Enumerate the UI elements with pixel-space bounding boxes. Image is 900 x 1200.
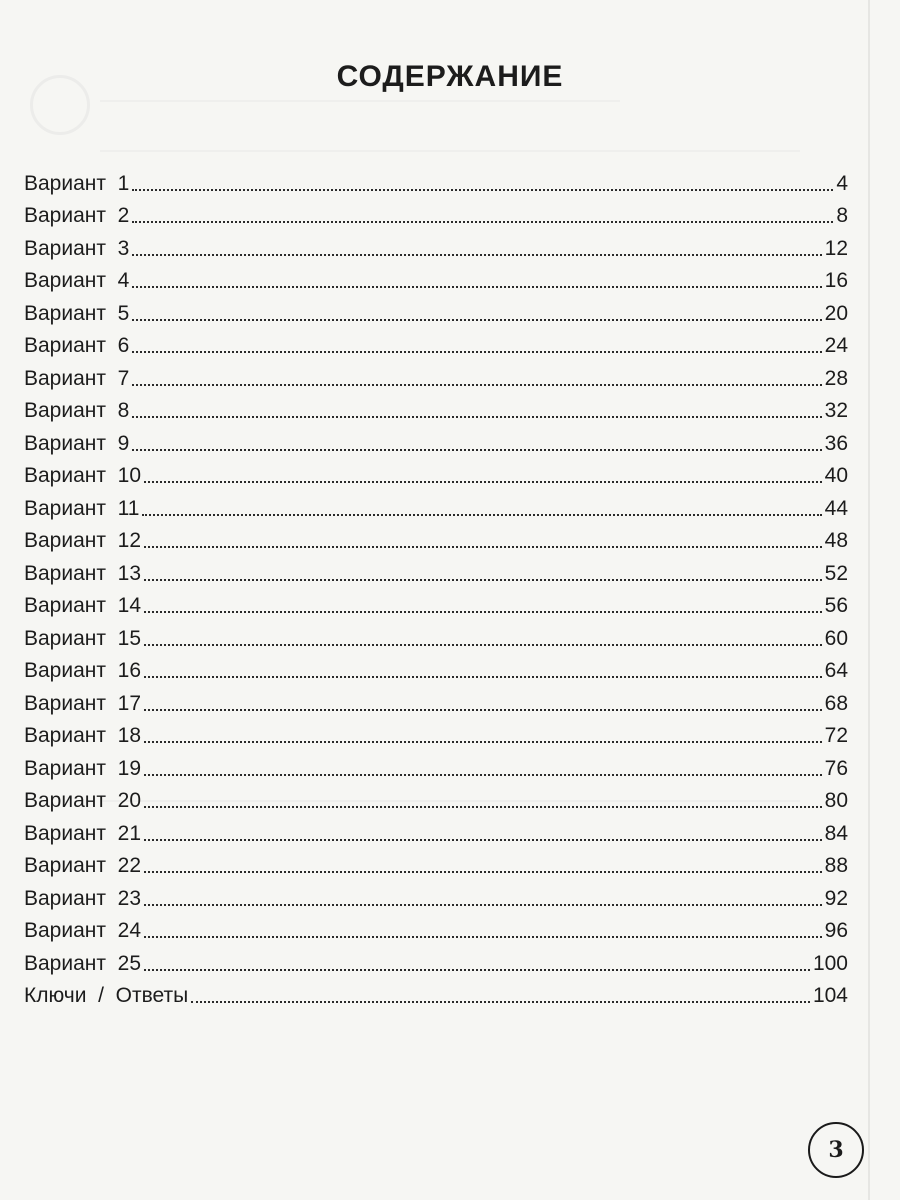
- toc-entry: [24, 232, 848, 265]
- toc-entry: [24, 167, 848, 200]
- toc-entry: [24, 622, 848, 655]
- toc-entry-label: Вариант 25: [24, 951, 142, 975]
- dot-leader: [144, 968, 810, 971]
- toc-entry-page: 56: [824, 594, 848, 617]
- toc-entry-page: 48: [824, 529, 848, 552]
- toc-entry-label: Вариант 24: [24, 919, 142, 942]
- toc-entry: [24, 590, 848, 623]
- dot-leader: [142, 513, 821, 516]
- toc-entry-label: Вариант 11: [24, 496, 140, 520]
- toc-entry-page: 104: [812, 984, 848, 1007]
- toc-entry-page: 84: [824, 821, 848, 845]
- toc-entry-label: Вариант 14: [24, 594, 142, 617]
- toc-entry-label: Вариант 13: [24, 561, 142, 585]
- dot-leader: [132, 383, 821, 386]
- toc-entry-label: Вариант 3: [24, 236, 130, 260]
- dot-leader: [144, 838, 822, 841]
- toc-entry-page: 52: [824, 561, 848, 585]
- toc-entry-label: Вариант 2: [24, 204, 130, 227]
- toc-entry: [24, 882, 848, 915]
- toc-entry: [24, 525, 848, 558]
- toc-entry-page: 8: [836, 204, 848, 227]
- dot-leader: [144, 773, 822, 776]
- toc-entry-page: 12: [824, 236, 848, 260]
- toc-entry-page: 40: [824, 464, 848, 487]
- dot-leader: [144, 935, 822, 938]
- dot-leader: [132, 318, 821, 321]
- toc-entry: [24, 200, 848, 233]
- toc-entry: [24, 980, 848, 1013]
- page-title: СОДЕРЖАНИЕ: [336, 60, 564, 93]
- page-edge: [868, 0, 900, 1200]
- toc-entry-label: Вариант 8: [24, 399, 130, 422]
- dot-leader: [132, 415, 821, 418]
- toc-entry-label: Вариант 7: [24, 366, 130, 390]
- toc-entry: [24, 817, 848, 850]
- toc-entry-label: Ключи / Ответы: [24, 984, 189, 1007]
- toc-entry-label: Вариант 1: [24, 171, 130, 195]
- toc-entry-page: 92: [824, 886, 848, 910]
- toc-entry-label: Вариант 21: [24, 821, 142, 845]
- toc-entry-page: 36: [824, 431, 848, 455]
- toc-entry-page: 28: [824, 366, 848, 390]
- toc-entry-label: Вариант 10: [24, 464, 142, 487]
- toc-entry: [24, 752, 848, 785]
- toc-entry-page: 24: [824, 334, 848, 357]
- toc-entry-page: 100: [812, 951, 848, 975]
- toc-entry-page: 72: [824, 724, 848, 747]
- toc-entry: [24, 785, 848, 818]
- toc-entry: [24, 687, 848, 720]
- toc-entry-page: 96: [824, 919, 848, 942]
- page-number-badge: 3: [808, 1122, 864, 1178]
- bleed-through-line: [100, 100, 620, 102]
- dot-leader: [132, 253, 821, 256]
- toc-entry: [24, 362, 848, 395]
- toc-entry: [24, 330, 848, 363]
- dot-leader: [144, 610, 822, 613]
- dot-leader: [144, 643, 822, 646]
- toc-entry-label: Вариант 5: [24, 301, 130, 325]
- dot-leader: [144, 870, 822, 873]
- dot-leader: [144, 480, 822, 483]
- dot-leader: [132, 285, 821, 288]
- toc-entry-label: Вариант 6: [24, 334, 130, 357]
- toc-entry: [24, 427, 848, 460]
- dot-leader: [144, 545, 822, 548]
- toc-entry-label: Вариант 20: [24, 789, 142, 812]
- toc-entry: [24, 850, 848, 883]
- toc-entry: [24, 557, 848, 590]
- toc-entry-label: Вариант 9: [24, 431, 130, 455]
- toc-entry: [24, 460, 848, 493]
- bleed-through-line: [100, 150, 800, 152]
- dot-leader: [132, 448, 821, 451]
- toc-entry-page: 4: [836, 171, 848, 195]
- toc-entry-label: Вариант 17: [24, 691, 142, 715]
- toc-entry-page: 88: [824, 854, 848, 877]
- toc-entry: [24, 297, 848, 330]
- dot-leader: [132, 220, 833, 223]
- toc-entry: [24, 915, 848, 948]
- toc-entry: [24, 492, 848, 525]
- toc-entry-page: 20: [824, 301, 848, 325]
- dot-leader: [144, 578, 822, 581]
- toc-entry-page: 32: [824, 399, 848, 422]
- toc-entry-label: Вариант 18: [24, 724, 142, 747]
- toc-entry-label: Вариант 23: [24, 886, 142, 910]
- toc-entry-label: Вариант 19: [24, 756, 142, 780]
- toc-entry-page: 64: [824, 659, 848, 682]
- dot-leader: [144, 740, 822, 743]
- toc-entry-page: 44: [824, 496, 848, 520]
- toc-entry-page: 76: [824, 756, 848, 780]
- table-of-contents: [24, 167, 848, 1012]
- toc-entry-label: Вариант 12: [24, 529, 142, 552]
- toc-entry-page: 16: [824, 269, 848, 292]
- toc-entry-page: 68: [824, 691, 848, 715]
- toc-entry-label: Вариант 22: [24, 854, 142, 877]
- toc-entry-page: 60: [824, 626, 848, 650]
- toc-entry-label: Вариант 4: [24, 269, 130, 292]
- toc-entry-label: Вариант 15: [24, 626, 142, 650]
- toc-entry-page: 80: [824, 789, 848, 812]
- toc-entry: [24, 395, 848, 428]
- dot-leader: [144, 675, 822, 678]
- dot-leader: [132, 188, 833, 191]
- toc-entry: [24, 720, 848, 753]
- toc-entry: [24, 947, 848, 980]
- toc-entry: [24, 265, 848, 298]
- dot-leader: [132, 350, 821, 353]
- dot-leader: [144, 805, 822, 808]
- toc-entry: [24, 655, 848, 688]
- toc-entry-label: Вариант 16: [24, 659, 142, 682]
- dot-leader: [144, 708, 822, 711]
- dot-leader: [144, 903, 822, 906]
- dot-leader: [191, 1000, 810, 1003]
